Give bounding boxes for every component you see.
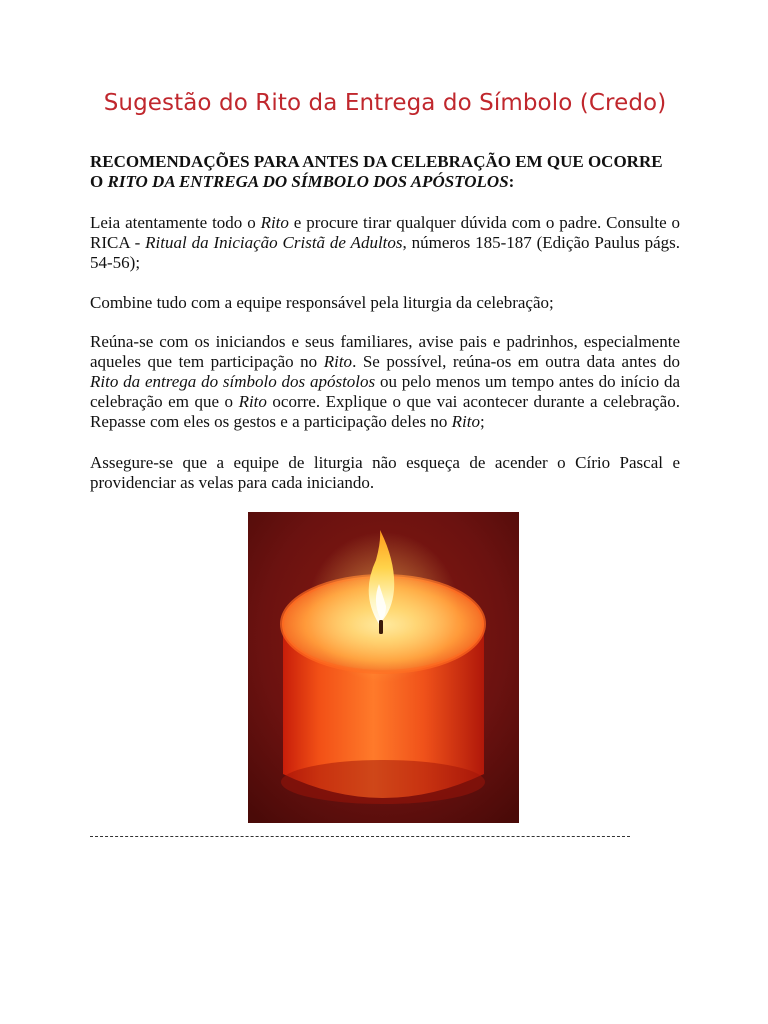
p1-text-c: , números 185-187 (Edição Paulus págs. 54-56); [90, 233, 681, 272]
p3-text-b: . Se possível, reúna-os em outra data antes do [352, 352, 680, 371]
lit-candle-icon [248, 512, 519, 823]
p3-text-a: Reúna-se com os iniciandos e seus familiares, avise pais e padrinhos, especialmente aqueles que tem participação no [90, 332, 680, 371]
p3-text-d: ocorre. Explique o que vai acontecer durante a celebração. Repasse com eles os gestos e a participação deles no [90, 392, 680, 431]
heading-colon: : [508, 172, 515, 191]
recommendations-heading [90, 152, 680, 192]
p3-rito-italic-2: Rito [238, 392, 267, 411]
heading-rito-italic: RITO DA ENTREGA DO SÍMBOLO DOS APÓSTOLOS [107, 172, 509, 191]
p3-rito-italic-1: Rito [323, 352, 353, 371]
paragraph-paschal-candle: Assegure-se que a equipe de liturgia não esqueça de acender o Círio Pascal e providenciar as velas para cada iniciando. [90, 453, 680, 492]
paragraph-read-rite [90, 213, 680, 273]
p3-rito-italic-3: Rito [451, 412, 480, 431]
heading-text: RECOMENDAÇÕES PARA ANTES DA CELEBRAÇÃO EM QUE OCORRE O [90, 152, 663, 191]
p3-rito-entrega-italic: Rito da entrega do símbolo dos apóstolos [90, 372, 376, 391]
page-title: Sugestão do Rito da Entrega do Símbolo (Credo) [103, 90, 667, 116]
p1-rica-italic: Ritual da Iniciação Cristã de Adultos [145, 233, 403, 252]
paragraph-meet-candidates [90, 332, 680, 432]
p1-text-b: e procure tirar qualquer dúvida com o padre. Consulte o RICA - [90, 213, 680, 252]
p3-text-e: ; [479, 412, 485, 431]
p1-text-a: Leia atentamente todo o [90, 213, 261, 232]
dashed-divider [90, 836, 630, 837]
p3-text-c: ou pelo menos um tempo antes do início da celebração em que o [90, 372, 681, 411]
paragraph-liturgy-team: Combine tudo com a equipe responsável pela liturgia da celebração; [90, 293, 554, 312]
p1-rito-italic: Rito [260, 213, 289, 232]
